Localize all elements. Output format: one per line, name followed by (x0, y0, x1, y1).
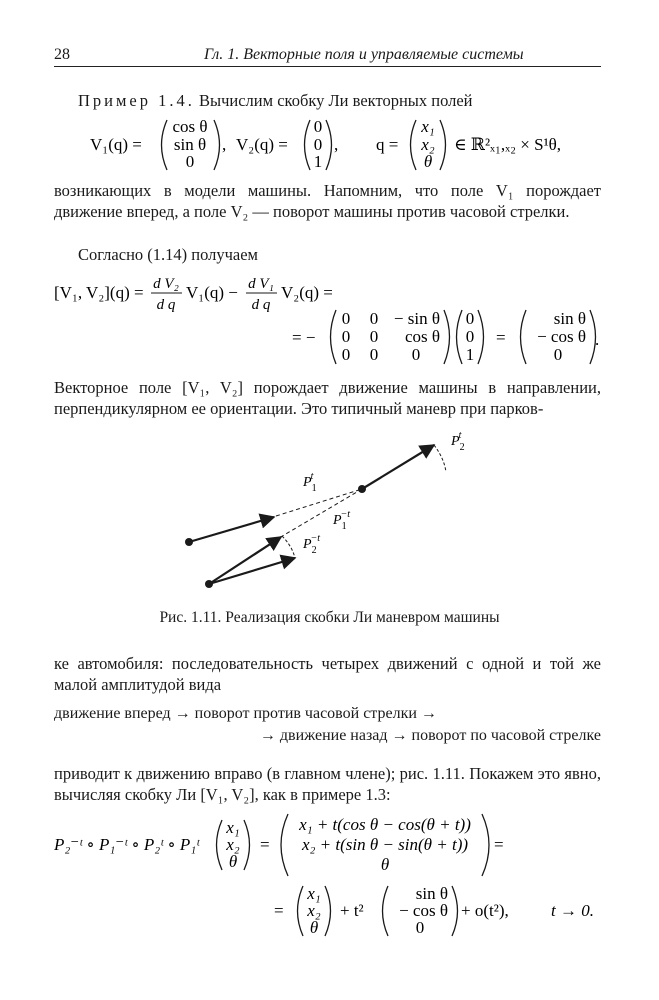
motion-chain-line-1: движение вперед → поворот против часовой стрелки → (54, 705, 437, 722)
eq4-plus-t2: + t² (340, 901, 364, 920)
example-intro-text: Вычислим скобку Ли векторных полей (199, 91, 473, 110)
eq1-v2-row-0: 0 (313, 117, 323, 136)
eq3-col-2: θ (228, 852, 238, 871)
eq1-q-lhs: q = (376, 135, 399, 154)
figure-car-maneuver (0, 428, 659, 598)
eq2-m-21: 0 (369, 345, 379, 364)
eq2-frac1-den: d q (156, 297, 176, 313)
arrow-lower-flat (209, 558, 295, 584)
example-label: Пример 1.4. (78, 91, 195, 110)
arrow-forward-right (362, 445, 434, 489)
svg-text:,: , (334, 135, 339, 154)
eq2-frac2-num: d V₁ (248, 276, 274, 292)
eq4-vec-1: − cos θ (399, 901, 448, 920)
equation-lie-bracket (54, 266, 614, 376)
paragraph-1: возникающих в модели машины. Напомним, что поле V₁ порождает движение вперед, а поле V₂ — поворот машины против часовой стрелки. (54, 181, 601, 221)
arrow-forward-upper (189, 517, 274, 542)
arrow-lower-steep (209, 537, 281, 584)
paragraph-3: Векторное поле [V₁, V₂] порождает движение машины в направлении, перпендикулярном ее ориентации. Это типичный маневр при парков- (54, 378, 601, 418)
eq1-v2-row-1: 0 (313, 135, 323, 154)
eq4-col-0: x₁ (307, 884, 321, 903)
eq2-v-0: 0 (465, 309, 475, 328)
eq2-r-1: − cos θ (537, 327, 586, 346)
equation-vector-fields (54, 112, 614, 178)
running-title: Гл. 1. Векторные поля и управляемые системы (204, 46, 524, 63)
svg-text:,: , (222, 135, 227, 154)
eq4-equals: = (274, 901, 284, 920)
eq2-eq-minus: = − (292, 328, 316, 347)
eq4-vec-2: 0 (415, 918, 425, 937)
eq4-col-1: x₂ (307, 901, 321, 920)
eq1-q-row-1: x₂ (421, 135, 435, 154)
eq2-equals: = (496, 328, 506, 347)
eq3-col-0: x₁ (226, 818, 240, 837)
eq4-vec-0: sin θ (415, 884, 448, 903)
eq1-v1-row-0: cos θ (172, 117, 208, 136)
label-p1mt: $P_1-t$ (333, 509, 351, 532)
eq2-frac1-num: d V₂ (153, 276, 179, 292)
eq2-m-20: 0 (341, 345, 351, 364)
paragraph-2: Согласно (1.14) получаем (78, 245, 258, 264)
page-number: 28 (54, 46, 70, 63)
eq2-m-02: − sin θ (393, 309, 440, 328)
label-p2t: $P_2t$ (451, 430, 465, 453)
eq3-rhs-2: θ (380, 855, 390, 874)
label-p2mt: $P_2-t$ (303, 533, 321, 556)
eq2-m-01: 0 (369, 309, 379, 328)
eq1-q-row-0: x₁ (421, 117, 435, 136)
motion-chain-line-2: → движение назад → поворот по часовой стрелке (259, 727, 601, 744)
eq2-v-1: 0 (465, 327, 475, 346)
eq2-v-2: 1 (465, 345, 475, 364)
eq2-r-2: 0 (553, 345, 563, 364)
eq1-v2-row-2: 1 (313, 152, 323, 171)
eq1-v1-row-1: sin θ (173, 135, 207, 154)
eq1-q-row-2: θ (423, 152, 433, 171)
eq1-v1-lhs: V₁(q) = (90, 135, 142, 154)
eq2-m-10: 0 (341, 327, 351, 346)
label-p1t: $P_1t$ (303, 471, 317, 494)
eq2-r-0: sin θ (553, 309, 586, 328)
eq3-rhs-1: x₂ + t(sin θ − sin(θ + t)) (301, 835, 469, 854)
eq4-col-2: θ (309, 918, 319, 937)
eq3-equals: = (260, 835, 270, 854)
eq1-v2-lhs: V₂(q) = (236, 135, 288, 154)
running-header (54, 44, 601, 67)
eq2-m-00: 0 (341, 309, 351, 328)
example-intro (54, 90, 601, 111)
eq2-m-11: 0 (369, 327, 379, 346)
paragraph-5: приводит к движению вправо (в главном члене); рис. 1.11. Покажем это явно, вычисляя скобку Ли [V₁, V₂], как в примере 1.3: (54, 764, 601, 804)
eq2-m-22: 0 (411, 345, 421, 364)
eq3-trail: = (494, 835, 504, 854)
eq4-tail: + o(t²), (461, 901, 509, 920)
eq2-lhs: [V₁, V₂](q) = (54, 283, 144, 302)
eq2-mid: V₁(q) − (186, 283, 238, 302)
eq3-rhs-0: x₁ + t(cos θ − cos(θ + t)) (299, 815, 471, 834)
eq2-m-12: cos θ (404, 327, 440, 346)
paragraph-4: ке автомобиля: последовательность четырех движений с одной и той же малой амплитудой вида (54, 654, 601, 694)
eq2-period: . (595, 330, 600, 349)
eq2-end: V₂(q) = (281, 283, 333, 302)
figure-caption: Рис. 1.11. Реализация скобки Ли маневром машины (159, 609, 500, 626)
equation-result (54, 880, 614, 946)
equation-composition (54, 808, 614, 880)
eq2-frac2-den: d q (251, 297, 271, 313)
arc-p2mt (282, 536, 295, 558)
eq1-v1-row-2: 0 (185, 152, 195, 171)
eq3-col-1: x₂ (226, 835, 240, 854)
eq1-space: ∈ ℝ²ₓ₁,ₓ₂ × S¹θ, (454, 135, 562, 154)
eq3-lhs: P₂⁻ᵗ ∘ P₁⁻ᵗ ∘ P₂ᵗ ∘ P₁ᵗ (54, 835, 200, 854)
eq4-limit: t → 0. (551, 901, 594, 920)
arc-p2t (434, 445, 446, 472)
